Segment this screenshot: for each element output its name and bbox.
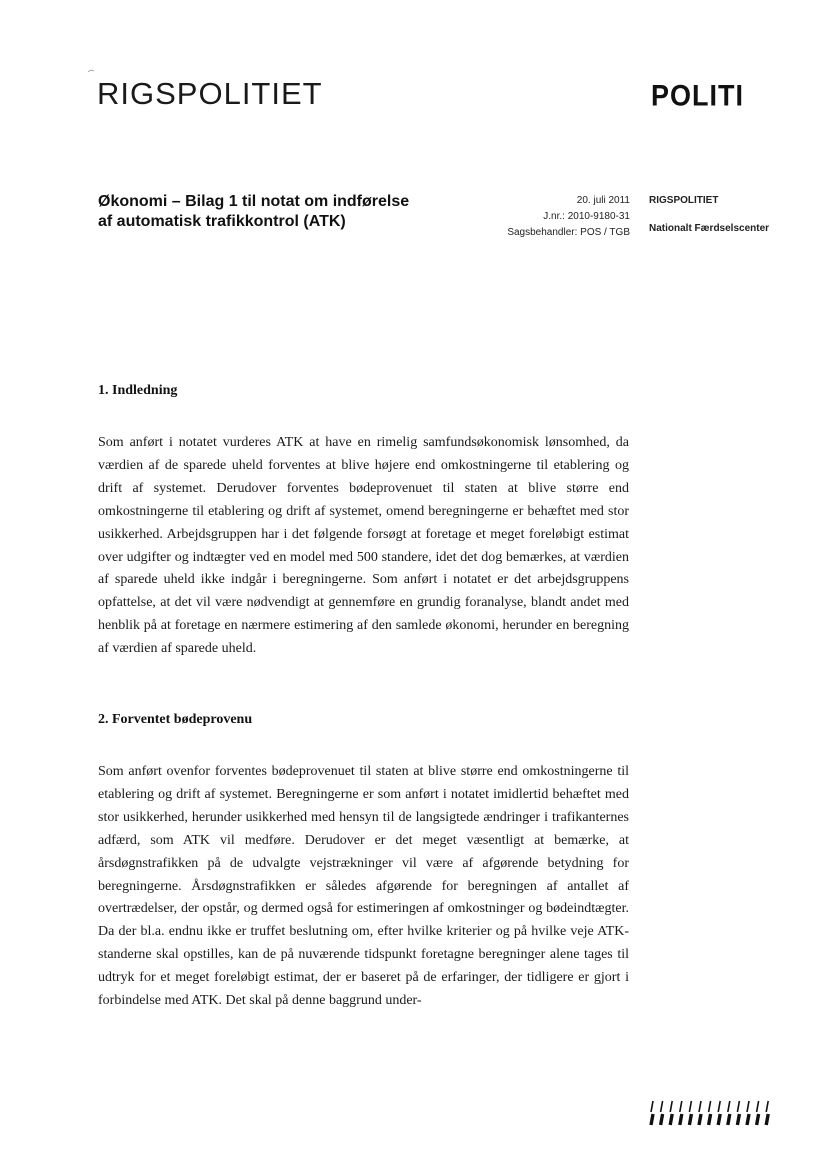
barcode-stroke-top — [757, 1101, 759, 1112]
section-text-indledning: Som anført i notatet vurderes ATK at have en rimelig samfundsøkonomisk lønsomhed, da værdien af de sparede uheld forventes at blive højere end omkostningerne til etablering og drift af systemet. Derudover forventes bødeprovenuet til staten at blive større end omkostningerne til etablering og drift af systemet, omend beregningerne er behæftet med stor usikkerhed. Arbejdsgruppen har i det følgende forsøgt at foretage et meget foreløbigt estimat over udgifter og indtægter ved en model med 500 standere, idet det dog bemærkes, at værdien af sparede uheld ikke indgår i beregningerne. Som anført i notatet er det arbejdsgruppens opfattelse, at det vil være nødvendigt at gennemføre en grundig foranalyse, blandt andet med henblik på at foretage en nærmere estimering af den samlede økonomi, herunder en beregning af værdien af sparede uheld. — [98, 435, 629, 657]
barcode-stroke-bottom — [766, 1114, 768, 1125]
barcode-stroke-bottom — [699, 1114, 701, 1125]
rigspolitiet-logo: RIGSPOLITIET — [97, 76, 323, 111]
organization-block — [649, 193, 819, 237]
barcode-stroke-top — [661, 1101, 663, 1112]
barcode-stroke-top — [680, 1101, 682, 1112]
barcode-stroke-top — [651, 1101, 653, 1112]
document-title — [98, 192, 498, 232]
section-heading-indledning: 1. Indledning — [98, 383, 178, 398]
section-heading-bodeprovenu: 2. Forventet bødeprovenu — [98, 712, 253, 727]
barcode-stroke-bottom — [709, 1114, 711, 1125]
barcode-icon — [649, 1100, 777, 1126]
document-title-line-2: af automatisk trafikkontrol (ATK) — [98, 213, 346, 230]
barcode-stroke-top — [737, 1101, 739, 1112]
barcode-stroke-bottom — [737, 1114, 739, 1125]
barcode-stroke-top — [689, 1101, 691, 1112]
barcode-stroke-top — [670, 1101, 672, 1112]
barcode-stroke-bottom — [680, 1114, 682, 1125]
document-meta — [470, 193, 630, 241]
document-date: 20. juli 2011 — [576, 195, 630, 206]
barcode-stroke-bottom — [757, 1114, 759, 1125]
politi-logo: POLITI — [651, 79, 744, 112]
document-title-line-1: Økonomi – Bilag 1 til notat om indførelse — [98, 193, 410, 210]
barcode-stroke-top — [718, 1101, 720, 1112]
barcode-stroke-bottom — [718, 1114, 720, 1125]
barcode-stroke-top — [699, 1101, 701, 1112]
barcode-stroke-bottom — [670, 1114, 672, 1125]
barcode-stroke-top — [747, 1101, 749, 1112]
barcode-stroke-bottom — [651, 1114, 653, 1125]
barcode-stroke-bottom — [728, 1114, 730, 1125]
organization-unit: Nationalt Færdselscenter — [649, 223, 770, 234]
barcode-stroke-bottom — [661, 1114, 663, 1125]
barcode-stroke-bottom — [747, 1114, 749, 1125]
scan-speck — [88, 60, 94, 64]
case-handler: Sagsbehandler: POS / TGB — [507, 227, 630, 238]
barcode-stroke-bottom — [689, 1114, 691, 1125]
organization-name: RIGSPOLITIET — [649, 195, 719, 206]
barcode-stroke-top — [766, 1101, 768, 1112]
barcode-stroke-top — [709, 1101, 711, 1112]
section-text-bodeprovenu: Som anført ovenfor forventes bødeprovenuet til staten at blive større end omkostningerne til etablering og drift af systemet. Beregningerne er som anført i notatet imidlertid behæftet med stor usikkerhed, herunder usikkerhed med hensyn til de langsigtede ændringer i trafikanternes adfærd, som ATK vil medføre. Derudover er det meget væsentligt at bemærke, at årsdøgnstrafikken på de udvalgte vejstrækninger vil være af afgørende betydning for beregningerne. Årsdøgnstrafikken er således afgørende for beregningen af antallet af overtrædelser, der opstår, og dermed også for estimeringen af omkostninger og bødeindtægter. Da der bl.a. endnu ikke er truffet beslutning om, efter hvilke kriterier og på hvilke veje ATK-standerne skal opstilles, kan de på nuværende tidspunkt foretagne beregninger alene tages til udtryk for et meget foreløbigt estimat, der er baseret på de erfaringer, der tidligere er gjort i forbindelse med ATK. Det skal på denne baggrund under- — [98, 764, 629, 1009]
barcode-stroke-top — [728, 1101, 730, 1112]
journal-number: J.nr.: 2010-9180-31 — [543, 211, 630, 222]
